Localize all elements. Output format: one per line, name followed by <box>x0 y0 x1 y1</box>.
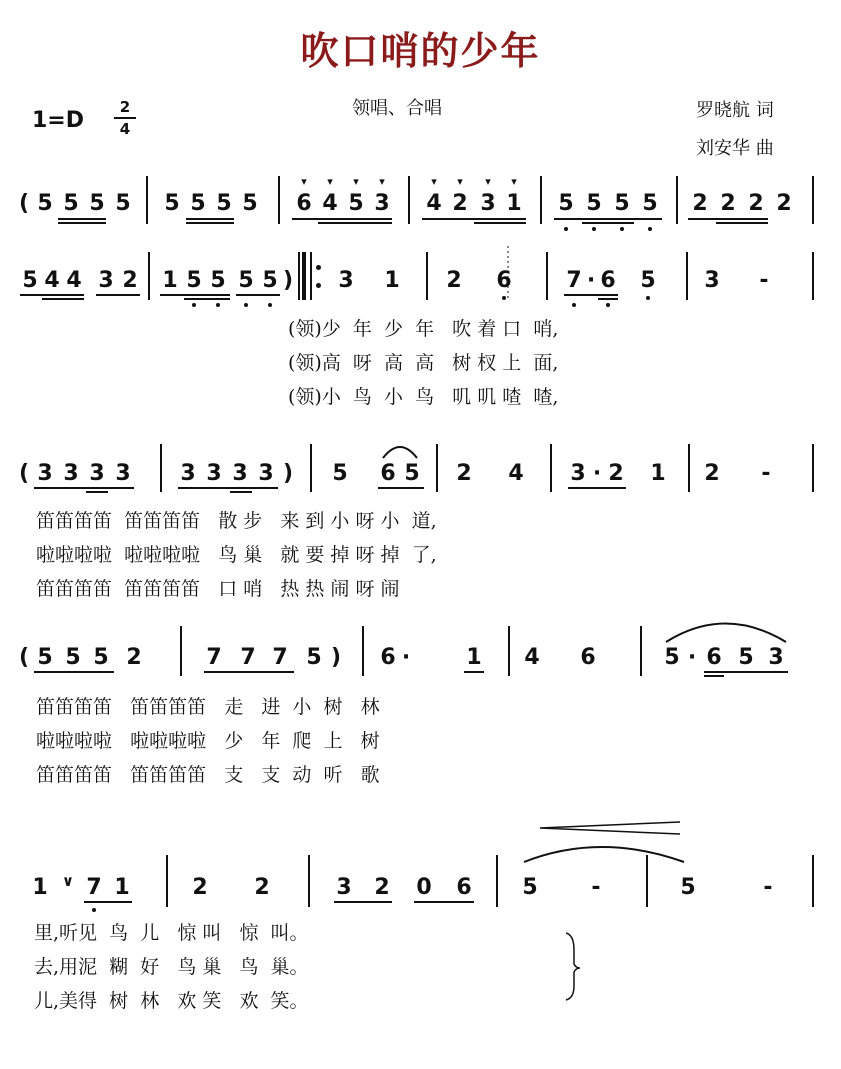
note: 2 <box>720 191 736 216</box>
accent-mark: ▾ <box>379 175 385 188</box>
lyric-line: 去,用泥 糊 好 鸟 巢 鸟 巢。 <box>34 956 309 978</box>
note: 4 <box>66 268 82 293</box>
note: 3 <box>336 875 352 900</box>
note: 5 <box>640 268 656 293</box>
note: 5 <box>37 645 53 670</box>
note: 3 <box>768 645 784 670</box>
note: 6 <box>580 645 596 670</box>
note: 5 <box>558 191 574 216</box>
accent-mark: ▾ <box>327 175 333 188</box>
note: 4 <box>524 645 540 670</box>
note: 5 <box>242 191 258 216</box>
dot-marker: · <box>687 645 697 670</box>
note: 2 <box>446 268 462 293</box>
note: 6 <box>380 461 396 486</box>
lyric-line: (领)少 年 少 年 吹 着 口 哨, <box>288 318 559 340</box>
note: 6 <box>706 645 722 670</box>
lyric-line: 啦啦啦啦 啦啦啦啦 鸟 巢 就 要 掉 呀 掉 了, <box>36 544 437 566</box>
paren-open: ( <box>18 645 30 670</box>
note: 3 <box>704 268 720 293</box>
lyric-line: 儿,美得 树 林 欢 笑 欢 笑。 <box>34 990 309 1012</box>
note: 3 <box>89 461 105 486</box>
note: 5 <box>332 461 348 486</box>
note: 7 <box>240 645 256 670</box>
note: 5 <box>404 461 420 486</box>
note: 2 <box>452 191 468 216</box>
note: 5 <box>738 645 754 670</box>
note: 7 <box>272 645 288 670</box>
note: 5 <box>664 645 680 670</box>
lyricist-credit: 罗晓航 词 <box>696 100 774 121</box>
meter-top: 2 <box>119 98 131 116</box>
note: 1 <box>506 191 522 216</box>
note: 5 <box>186 268 202 293</box>
composer-credit: 刘安华 曲 <box>696 138 774 159</box>
song-title: 吹口哨的少年 <box>300 29 541 73</box>
note: 2 <box>374 875 390 900</box>
dot-marker: · <box>586 268 596 293</box>
note: 5 <box>216 191 232 216</box>
note: 5 <box>93 645 109 670</box>
dash: - <box>591 875 601 900</box>
slur-arc <box>666 624 786 643</box>
note: 2 <box>126 645 142 670</box>
lyric-line: 笛笛笛笛 笛笛笛笛 走 进 小 树 林 <box>36 696 380 718</box>
lyric-line: 啦啦啦啦 啦啦啦啦 少 年 爬 上 树 <box>36 730 380 752</box>
paren-close: ) <box>330 645 342 670</box>
note: 2 <box>456 461 472 486</box>
note: 5 <box>262 268 278 293</box>
note: 5 <box>164 191 180 216</box>
note: 3 <box>115 461 131 486</box>
accent-mark: ▾ <box>353 175 359 188</box>
tie-arc <box>524 847 684 862</box>
note: 4 <box>508 461 524 486</box>
accent-mark: ▾ <box>431 175 437 188</box>
dot-marker: · <box>592 461 602 486</box>
accent-mark: ▾ <box>485 175 491 188</box>
paren-open: ( <box>18 191 30 216</box>
note: 6 <box>496 268 512 293</box>
note: 1 <box>162 268 178 293</box>
note: 6 <box>600 268 616 293</box>
crescendo-hairpin <box>540 822 680 834</box>
note: 5 <box>306 645 322 670</box>
lyric-line: (领)小 鸟 小 鸟 叽 叽 喳 喳, <box>288 386 559 408</box>
note: 5 <box>522 875 538 900</box>
note: 5 <box>190 191 206 216</box>
note: 3 <box>206 461 222 486</box>
paren-open: ( <box>18 461 30 486</box>
note: 2 <box>192 875 208 900</box>
note: 6 <box>456 875 472 900</box>
paren-close: ) <box>282 461 294 486</box>
note: 2 <box>608 461 624 486</box>
accent-mark: ▾ <box>457 175 463 188</box>
lyric-line: 笛笛笛笛 笛笛笛笛 散 步 来 到 小 呀 小 道, <box>36 510 437 532</box>
note: 2 <box>122 268 138 293</box>
note: 3 <box>570 461 586 486</box>
note: 2 <box>748 191 764 216</box>
note: 2 <box>692 191 708 216</box>
note: 4 <box>44 268 60 293</box>
note: 3 <box>98 268 114 293</box>
note: 2 <box>776 191 792 216</box>
accent-mark: ▾ <box>301 175 307 188</box>
note: 7 <box>206 645 222 670</box>
note: 0 <box>416 875 432 900</box>
key-signature: 1=D <box>32 108 85 133</box>
note: 1 <box>650 461 666 486</box>
note: 4 <box>322 191 338 216</box>
note: 5 <box>115 191 131 216</box>
paren-close: ) <box>282 268 294 293</box>
note: 2 <box>704 461 720 486</box>
note: 5 <box>642 191 658 216</box>
note: 2 <box>254 875 270 900</box>
dash: - <box>759 268 769 293</box>
note: 1 <box>466 645 482 670</box>
dot-marker: · <box>401 645 411 670</box>
note: 3 <box>63 461 79 486</box>
note: 5 <box>63 191 79 216</box>
accent-mark: ▾ <box>511 175 517 188</box>
lyric-line: 里,听见 鸟 儿 惊 叫 惊 叫。 <box>34 922 309 944</box>
dash: - <box>761 461 771 486</box>
slur-arc <box>383 447 417 458</box>
note: 1 <box>32 875 48 900</box>
note: 3 <box>338 268 354 293</box>
performance-note: 领唱、合唱 <box>352 98 442 119</box>
breath-mark: ∨ <box>61 872 75 890</box>
note: 5 <box>586 191 602 216</box>
dash: - <box>763 875 773 900</box>
note: 6 <box>380 645 396 670</box>
note: 7 <box>566 268 582 293</box>
lyric-line: 笛笛笛笛 笛笛笛笛 口 哨 热 热 闹 呀 闹 <box>36 578 400 600</box>
note: 3 <box>232 461 248 486</box>
lyric-line: (领)高 呀 高 高 树 杈 上 面, <box>288 352 559 374</box>
note: 3 <box>180 461 196 486</box>
note: 3 <box>480 191 496 216</box>
note: 7 <box>86 875 102 900</box>
note: 5 <box>22 268 38 293</box>
note: 3 <box>37 461 53 486</box>
note: 5 <box>238 268 254 293</box>
note: 5 <box>348 191 364 216</box>
verse-bracket <box>566 933 580 1000</box>
note: 5 <box>210 268 226 293</box>
note: 4 <box>426 191 442 216</box>
note: 6 <box>296 191 312 216</box>
note: 5 <box>614 191 630 216</box>
note: 5 <box>37 191 53 216</box>
note: 3 <box>258 461 274 486</box>
note: 5 <box>65 645 81 670</box>
note: 5 <box>680 875 696 900</box>
note: 3 <box>374 191 390 216</box>
note: 1 <box>114 875 130 900</box>
meter-bottom: 4 <box>119 120 131 138</box>
lyric-line: 笛笛笛笛 笛笛笛笛 支 支 动 听 歌 <box>36 764 380 786</box>
note: 1 <box>384 268 400 293</box>
note: 5 <box>89 191 105 216</box>
